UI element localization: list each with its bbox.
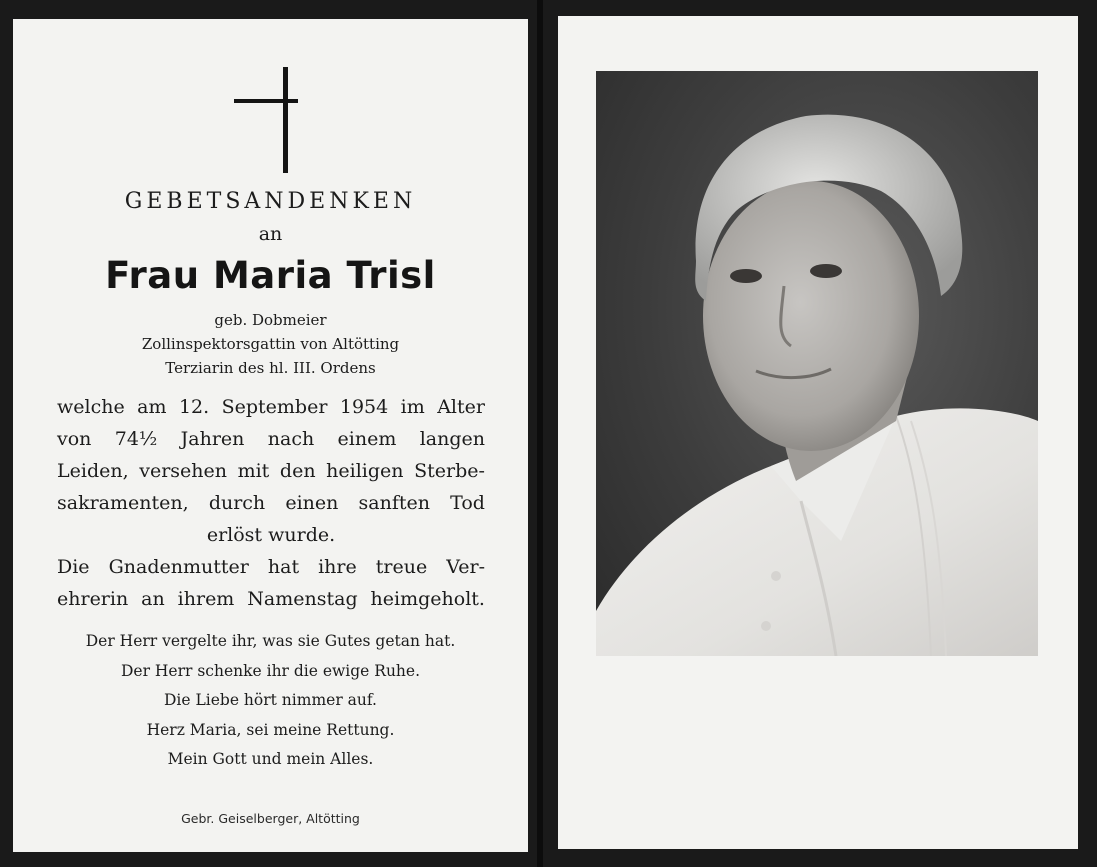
- word: 1954: [339, 396, 389, 418]
- printer-imprint: Gebr. Geiselberger, Altötting: [181, 811, 360, 826]
- text-line: [57, 583, 485, 615]
- text-line: [57, 551, 485, 583]
- word: welche: [57, 396, 125, 418]
- word: September: [221, 396, 328, 418]
- left-card-page: [0, 0, 543, 867]
- photo-panel: [558, 16, 1078, 849]
- word: Namenstag: [247, 588, 358, 610]
- word: ihre: [318, 556, 357, 578]
- portrait-photo: [596, 71, 1038, 656]
- religious-order: Terziarin des hl. III. Ordens: [165, 359, 376, 377]
- word: hat: [267, 556, 300, 578]
- word: von: [57, 428, 92, 450]
- word: 12.: [178, 396, 210, 418]
- deceased-name: Frau Maria Trisl: [105, 254, 436, 297]
- word: an: [141, 588, 165, 610]
- word: Leiden,: [57, 460, 129, 482]
- prayer-line: Herz Maria, sei meine Rettung.: [146, 720, 395, 739]
- card-preposition: an: [258, 223, 283, 245]
- text-line: [57, 455, 485, 487]
- prayer-line: Die Liebe hört nimmer auf.: [164, 691, 377, 709]
- portrait-image: [596, 71, 1038, 656]
- word: Sterbe-: [414, 460, 485, 482]
- word: 74½: [114, 428, 158, 450]
- death-notice-paragraph: [57, 391, 485, 551]
- word: durch: [208, 492, 266, 514]
- word: Gnadenmutter: [108, 556, 249, 578]
- word: heiligen: [326, 460, 404, 482]
- prayer-line: Der Herr vergelte ihr, was sie Gutes getan hat.: [85, 632, 456, 650]
- word: Tod: [450, 492, 485, 514]
- word: mit: [237, 460, 270, 482]
- text-line-centered: erlöst wurde.: [206, 524, 336, 546]
- gnadenmutter-paragraph: [57, 551, 485, 615]
- memorial-text-panel: [13, 19, 528, 852]
- word: Alter: [437, 396, 485, 418]
- word: versehen: [139, 460, 227, 482]
- prayer-line: Der Herr schenke ihr die ewige Ruhe.: [120, 661, 421, 680]
- word: im: [400, 396, 425, 418]
- word: ehrerin: [57, 588, 129, 610]
- word: den: [279, 460, 316, 482]
- prayer-list: [13, 627, 528, 775]
- word: Ver-: [446, 556, 485, 578]
- maiden-name: geb. Dobmeier: [214, 311, 327, 329]
- card-heading: GEBETSANDENKEN: [124, 189, 417, 214]
- word: treue: [375, 556, 428, 578]
- text-line: [57, 391, 485, 423]
- word: heimgeholt.: [370, 588, 485, 610]
- word: sanften: [358, 492, 431, 514]
- cross-icon: [265, 67, 305, 175]
- right-card-page: [543, 0, 1097, 867]
- word: am: [137, 396, 167, 418]
- word: sakramenten,: [57, 492, 189, 514]
- text-line: [57, 487, 485, 519]
- word: langen: [419, 428, 485, 450]
- word: nach: [267, 428, 315, 450]
- word: einen: [285, 492, 339, 514]
- word: einem: [337, 428, 397, 450]
- text-line: [57, 423, 485, 455]
- word: Die: [57, 556, 90, 578]
- word: Jahren: [180, 428, 245, 450]
- word: ihrem: [177, 588, 235, 610]
- prayer-line: Mein Gott und mein Alles.: [167, 750, 374, 768]
- occupation: Zollinspektorsgattin von Altötting: [141, 335, 400, 353]
